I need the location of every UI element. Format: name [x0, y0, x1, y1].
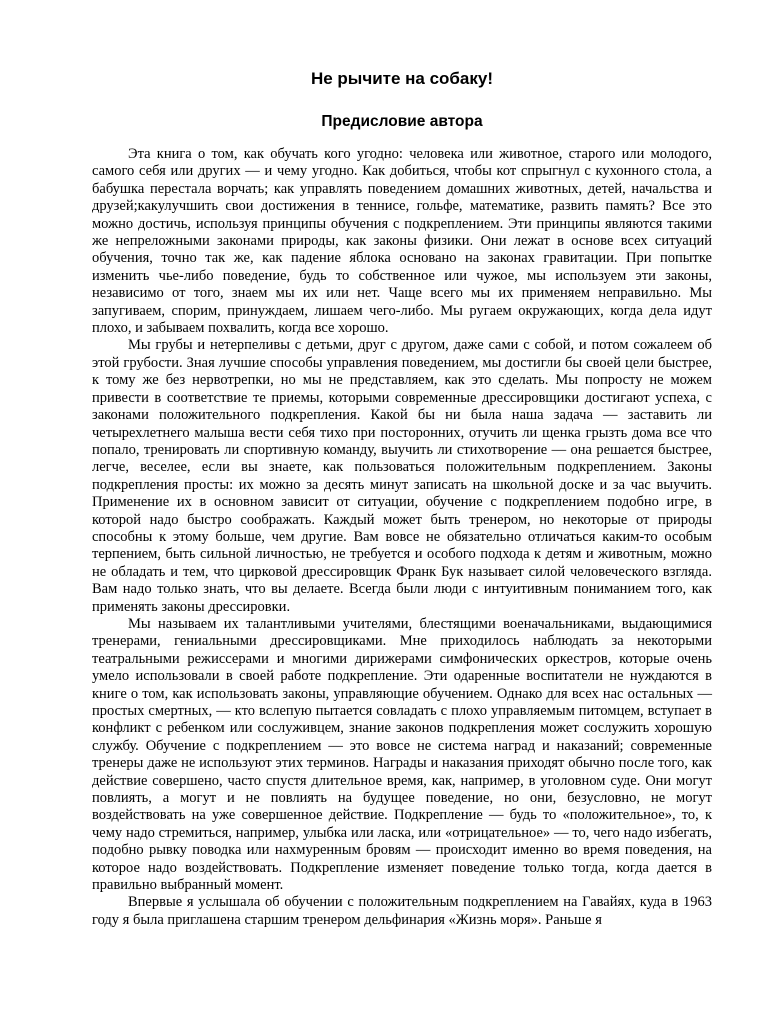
document-subtitle: Предисловие автора — [321, 113, 483, 130]
document-body — [92, 146, 712, 929]
document-title: Не рычите на собаку! — [310, 69, 494, 88]
paragraph-1: Эта книга о том, как обучать кого угодно: человека или животное, старого или молодого, самого себя или других — и чему угодно. Как добиться, чтобы кот спрыгнул с кухонного стола, а бабушка перестала ворчать; как управлять поведением домашних животных, детей, начальства и друзей;какулучшить свои достижения в теннисе, гольфе, математике, развить память? Все это можно достичь, используя принципы обучения с подкреплением. Эти принципы являются такими же непреложными законами природы, как законы физики. Они лежат в основе всех ситуаций обучения, точно так же, как падение яблока основано на законах гравитации. При попытке изменить чье-либо поведение, будь то собственное или чужое, мы используем эти законы, независимо от того, знаем мы их или нет. Чаще всего мы их применяем неправильно. Мы запугиваем, спорим, принуждаем, лишаем чего-либо. Мы ругаем окружающих, когда дела идут плохо, и забываем похвалить, когда все хорошо. — [92, 146, 712, 337]
paragraph-2: Мы грубы и нетерпеливы с детьми, друг с другом, даже сами с собой, и потом сожалеем об этой грубости. Зная лучшие способы управления поведением, мы достигли бы своей цели быстрее, к тому же без нервотрепки, но мы не представляем, как это сделать. Мы попросту не можем привести в соответствие те приемы, которыми современные дрессировщики достигают успеха, с законами положительного подкрепления. Какой бы ни была наша задача — заставить ли четырехлетнего малыша вести себя тихо при посторонних, отучить ли щенка грызть дома все что попало, тренировать ли спортивную команду, выучить ли стихотворение — она решается быстрее, легче, веселее, если вы знаете, как пользоваться положительным подкреплением. Законы подкрепления просты: их можно за десять минут записать на школьной доске и за час выучить. Применение их в основном зависит от ситуации, обучение с подкреплением подобно игре, в которой надо быстро соображать. Каждый может быть тренером, но некоторые от природы способны к этому больше, чем другие. Вам вовсе не обязательно отличаться каким-то особым терпением, быть сильной личностью, не требуется и особого подхода к детям и животным, можно не обладать и тем, что цирковой дрессировщик Франк Бук называет силой человеческого взгляда. Вам надо только знать, что вы делаете. Всегда были люди с интуитивным пониманием того, как применять законы дрессировки. — [92, 337, 712, 615]
document-page — [92, 68, 712, 929]
paragraph-3: Мы называем их талантливыми учителями, блестящими военачальниками, выдающимися тренерами, гениальными дрессировщиками. Мне приходилось наблюдать за некоторыми театральными режиссерами и многими дирижерами симфонических оркестров, которые очень умело использовали в своей работе подкрепление. Эти одаренные воспитатели не нуждаются в книге о том, как использовать законы, управляющие обучением. Однако для всех нас остальных — простых смертных, — кто вслепую пытается совладать с плохо управляемым питомцем, вступает в конфликт с ребенком или сослуживцем, знание законов подкрепления может сослужить хорошую службу. Обучение с подкреплением — это вовсе не система наград и наказаний; современные тренеры даже не используют этих терминов. Награды и наказания приходят обычно после того, как действие совершено, часто спустя длительное время, как, например, в уголовном суде. Они могут повлиять, а могут и не повлиять на будущее поведение, но они, безусловно, не могут воздействовать на уже совершенное действие. Подкрепление — будь то «положительное», то, к чему надо стремиться, например, улыбка или ласка, или «отрицательное» — то, чего надо избегать, подобно рывку поводка или нахмуренным бровям — происходит именно во время поведения, на которое надо воздействовать. Подкрепление изменяет поведение только тогда, когда дается в правильно выбранный момент. — [92, 615, 712, 894]
paragraph-4: Впервые я услышала об обучении с положительным подкреплением на Гавайях, куда в 1963 году я была приглашена старшим тренером дельфинария «Жизнь моря». Раньше я — [92, 894, 712, 928]
